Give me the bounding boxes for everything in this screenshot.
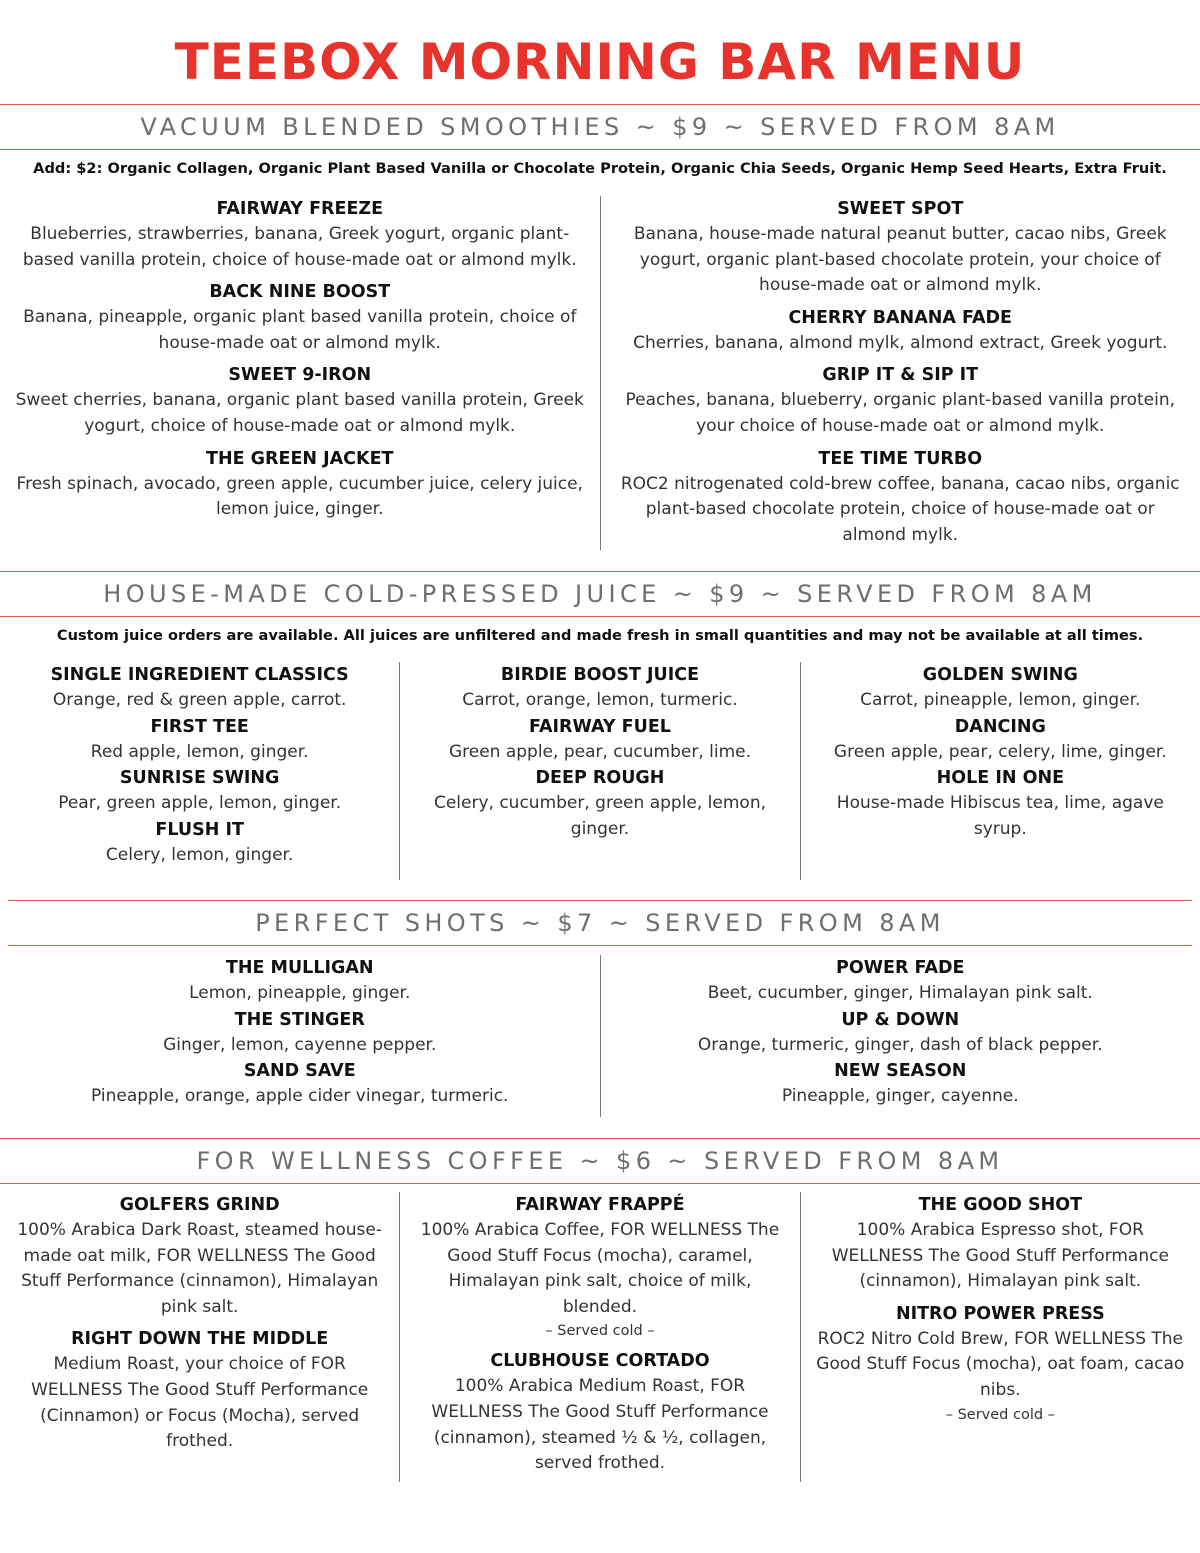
menu-column	[800, 1192, 1200, 1482]
item-name: GOLDEN SWING	[922, 665, 1078, 685]
item-description: Fresh spinach, avocado, green apple, cucumber juice, celery juice, lemon juice, ginger.	[16, 473, 583, 520]
item-name: FLUSH IT	[155, 819, 244, 840]
item-description: 100% Arabica Dark Roast, steamed house-made oat milk, FOR WELLNESS The Good Stuff Performance (cinnamon), Himalayan pink salt.	[17, 1220, 382, 1317]
item-name: FIRST TEE	[150, 716, 249, 737]
item-name: THE STINGER	[234, 1009, 365, 1030]
section-header-text: HOUSE-MADE COLD-PRESSED JUICE ~ $9 ~ SERVED FROM 8AM	[103, 580, 1097, 608]
menu-item-sweet-spot	[615, 196, 1187, 299]
item-name: FAIRWAY FRAPPÉ	[515, 1195, 685, 1215]
item-name: BACK NINE BOOST	[209, 282, 391, 303]
menu-item-nitro-power-press	[815, 1301, 1186, 1426]
item-name: THE MULLIGAN	[225, 958, 374, 978]
item-name: SINGLE INGREDIENT CLASSICS	[50, 665, 349, 685]
item-serving-note: – Served cold –	[545, 1323, 655, 1340]
item-name: FAIRWAY FREEZE	[216, 199, 384, 219]
juice-section	[0, 662, 1200, 880]
item-name: BIRDIE BOOST JUICE	[500, 665, 700, 685]
menu-column	[0, 662, 399, 880]
menu-item-the-mulligan	[189, 955, 410, 1007]
menu-item-the-good-shot	[815, 1192, 1186, 1295]
menu-item-cherry-banana-fade	[633, 305, 1167, 357]
item-name: SUNRISE SWING	[119, 768, 280, 789]
menu-item-single-ingredient-classics	[51, 662, 349, 714]
menu-column	[600, 196, 1200, 550]
item-description: Pear, green apple, lemon, ginger.	[58, 793, 342, 814]
menu-item-new-season	[782, 1058, 1019, 1110]
item-description: Pineapple, orange, apple cider vinegar, turmeric.	[91, 1086, 509, 1107]
juice-note: Custom juice orders are available. All juices are unfiltered and made fresh in small quantities and may not be available at all times.	[56, 627, 1144, 644]
menu-item-deep-rough	[414, 765, 785, 842]
section-header-coffee	[0, 1138, 1200, 1184]
item-description: Medium Roast, your choice of FOR WELLNESS The Good Stuff Performance (Cinnamon) or Focus (Mocha), served frothed.	[31, 1354, 369, 1452]
menu-column	[800, 662, 1200, 880]
item-description: ROC2 nitrogenated cold-brew coffee, banana, cacao nibs, organic plant-based chocolate protein, choice of house-made oat or almond mylk.	[620, 473, 1180, 545]
item-name: HOLE IN ONE	[936, 768, 1065, 789]
section-header-shots	[8, 900, 1192, 946]
menu-item-power-fade	[708, 955, 1093, 1007]
item-description: Carrot, pineapple, lemon, ginger.	[860, 690, 1141, 710]
item-name: THE GOOD SHOT	[918, 1195, 1083, 1215]
menu-item-fairway-freeze	[14, 196, 586, 273]
item-description: Sweet cherries, banana, organic plant based vanilla protein, Greek yogurt, choice of house-made oat or almond mylk.	[15, 390, 584, 436]
item-name: SWEET SPOT	[837, 199, 964, 219]
item-description: ROC2 Nitro Cold Brew, FOR WELLNESS The Good Stuff Focus (mocha), oat foam, cacao nibs.	[816, 1328, 1185, 1400]
coffee-section	[0, 1192, 1200, 1482]
item-description: Peaches, banana, blueberry, organic plant-based vanilla protein, your choice of house-made oat or almond mylk.	[625, 390, 1176, 436]
menu-item-tee-time-turbo	[615, 446, 1187, 549]
menu-column	[0, 955, 600, 1117]
item-description: 100% Arabica Medium Roast, FOR WELLNESS The Good Stuff Performance (cinnamon), steamed ½ & ½, collagen, served frothed.	[431, 1376, 769, 1474]
item-description: House-made Hibiscus tea, lime, agave syrup.	[836, 793, 1164, 839]
item-description: Ginger, lemon, cayenne pepper.	[163, 1034, 437, 1055]
item-description: 100% Arabica Espresso shot, FOR WELLNESS The Good Stuff Performance (cinnamon), Himalayan pink salt.	[831, 1220, 1169, 1292]
item-name: CHERRY BANANA FADE	[788, 307, 1012, 328]
item-description: 100% Arabica Coffee, FOR WELLNESS The Good Stuff Focus (mocha), caramel, Himalayan pink salt, choice of milk, blended.	[420, 1220, 780, 1317]
shots-section	[0, 955, 1200, 1117]
item-description: Blueberries, strawberries, banana, Greek yogurt, organic plant-based vanilla protein, choice of house-made oat or almond mylk.	[22, 224, 577, 270]
menu-item-first-tee	[91, 714, 309, 766]
smoothies-add-on-note: Add: $2: Organic Collagen, Organic Plant Based Vanilla or Chocolate Protein, Organic Chia Seeds, Organic Hemp Seed Hearts, Extra Fruit.	[33, 160, 1167, 177]
menu-item-grip-it-sip-it	[615, 362, 1187, 439]
item-name: TEE TIME TURBO	[818, 448, 983, 469]
item-description: Green apple, pear, celery, lime, ginger.	[833, 741, 1167, 762]
menu-item-golden-swing	[860, 662, 1140, 714]
item-description: Banana, pineapple, organic plant based vanilla protein, choice of house-made oat or almond mylk.	[23, 307, 577, 353]
smoothies-section	[0, 196, 1200, 550]
menu-item-the-stinger	[163, 1007, 436, 1059]
section-header-juice	[0, 571, 1200, 617]
item-description: Carrot, orange, lemon, turmeric.	[462, 690, 738, 710]
section-header-text: FOR WELLNESS COFFEE ~ $6 ~ SERVED FROM 8AM	[196, 1147, 1004, 1175]
item-name: SWEET 9-IRON	[228, 365, 372, 386]
menu-item-sand-save	[91, 1058, 508, 1110]
item-name: THE GREEN JACKET	[206, 448, 394, 469]
item-description: Pineapple, ginger, cayenne.	[781, 1086, 1019, 1107]
item-name: NEW SEASON	[834, 1061, 967, 1082]
item-description: Banana, house-made natural peanut butter, cacao nibs, Greek yogurt, organic plant-based chocolate protein, your choice of house-made oat or almond mylk.	[633, 224, 1167, 296]
item-name: GRIP IT & SIP IT	[822, 365, 979, 386]
menu-title: TEEBOX MORNING BAR MENU	[174, 33, 1026, 91]
menu-item-birdie-boost-juice	[462, 662, 737, 714]
item-name: NITRO POWER PRESS	[895, 1303, 1105, 1324]
menu-column	[399, 662, 799, 880]
menu-item-the-green-jacket	[14, 446, 586, 523]
item-name: GOLFERS GRIND	[119, 1195, 280, 1215]
item-description: Celery, lemon, ginger.	[105, 844, 294, 865]
section-header-text: VACUUM BLENDED SMOOTHIES ~ $9 ~ SERVED FROM 8AM	[140, 113, 1060, 141]
item-description: Beet, cucumber, ginger, Himalayan pink salt.	[707, 983, 1093, 1003]
menu-item-hole-in-one	[815, 765, 1186, 842]
menu-item-back-nine-boost	[14, 279, 586, 356]
item-serving-note: – Served cold –	[945, 1406, 1055, 1423]
item-name: FAIRWAY FUEL	[529, 716, 671, 737]
menu-item-right-down-the-middle	[14, 1326, 385, 1454]
item-description: Orange, turmeric, ginger, dash of black pepper.	[697, 1034, 1103, 1055]
item-name: CLUBHOUSE CORTADO	[490, 1351, 710, 1372]
item-name: DEEP ROUGH	[535, 768, 665, 789]
menu-item-golfers-grind	[14, 1192, 385, 1320]
item-name: UP & DOWN	[841, 1009, 960, 1030]
item-description: Lemon, pineapple, ginger.	[189, 983, 411, 1003]
item-description: Orange, red & green apple, carrot.	[52, 690, 347, 710]
item-description: Celery, cucumber, green apple, lemon, ginger.	[433, 793, 766, 839]
menu-column	[399, 1192, 799, 1482]
menu-column	[600, 955, 1200, 1117]
menu-item-sunrise-swing	[58, 765, 341, 817]
menu-item-up-down	[698, 1007, 1103, 1059]
menu-item-clubhouse-cortado	[414, 1348, 785, 1476]
menu-item-sweet-9-iron	[14, 362, 586, 439]
section-header-text: PERFECT SHOTS ~ $7 ~ SERVED FROM 8AM	[255, 909, 945, 937]
item-description: Cherries, banana, almond mylk, almond extract, Greek yogurt.	[633, 332, 1168, 353]
menu-item-flush-it	[106, 817, 293, 869]
menu-column	[0, 196, 600, 550]
menu-item-fairway-frapp	[414, 1192, 785, 1342]
menu-item-dancing	[834, 714, 1167, 766]
menu-item-fairway-fuel	[449, 714, 751, 766]
item-description: Green apple, pear, cucumber, lime.	[448, 741, 752, 762]
item-name: DANCING	[954, 716, 1046, 737]
item-name: POWER FADE	[836, 958, 965, 978]
item-name: RIGHT DOWN THE MIDDLE	[71, 1329, 329, 1350]
item-name: SAND SAVE	[243, 1061, 356, 1082]
item-description: Red apple, lemon, ginger.	[90, 741, 309, 762]
section-header-smoothies	[0, 104, 1200, 150]
menu-column	[0, 1192, 399, 1482]
